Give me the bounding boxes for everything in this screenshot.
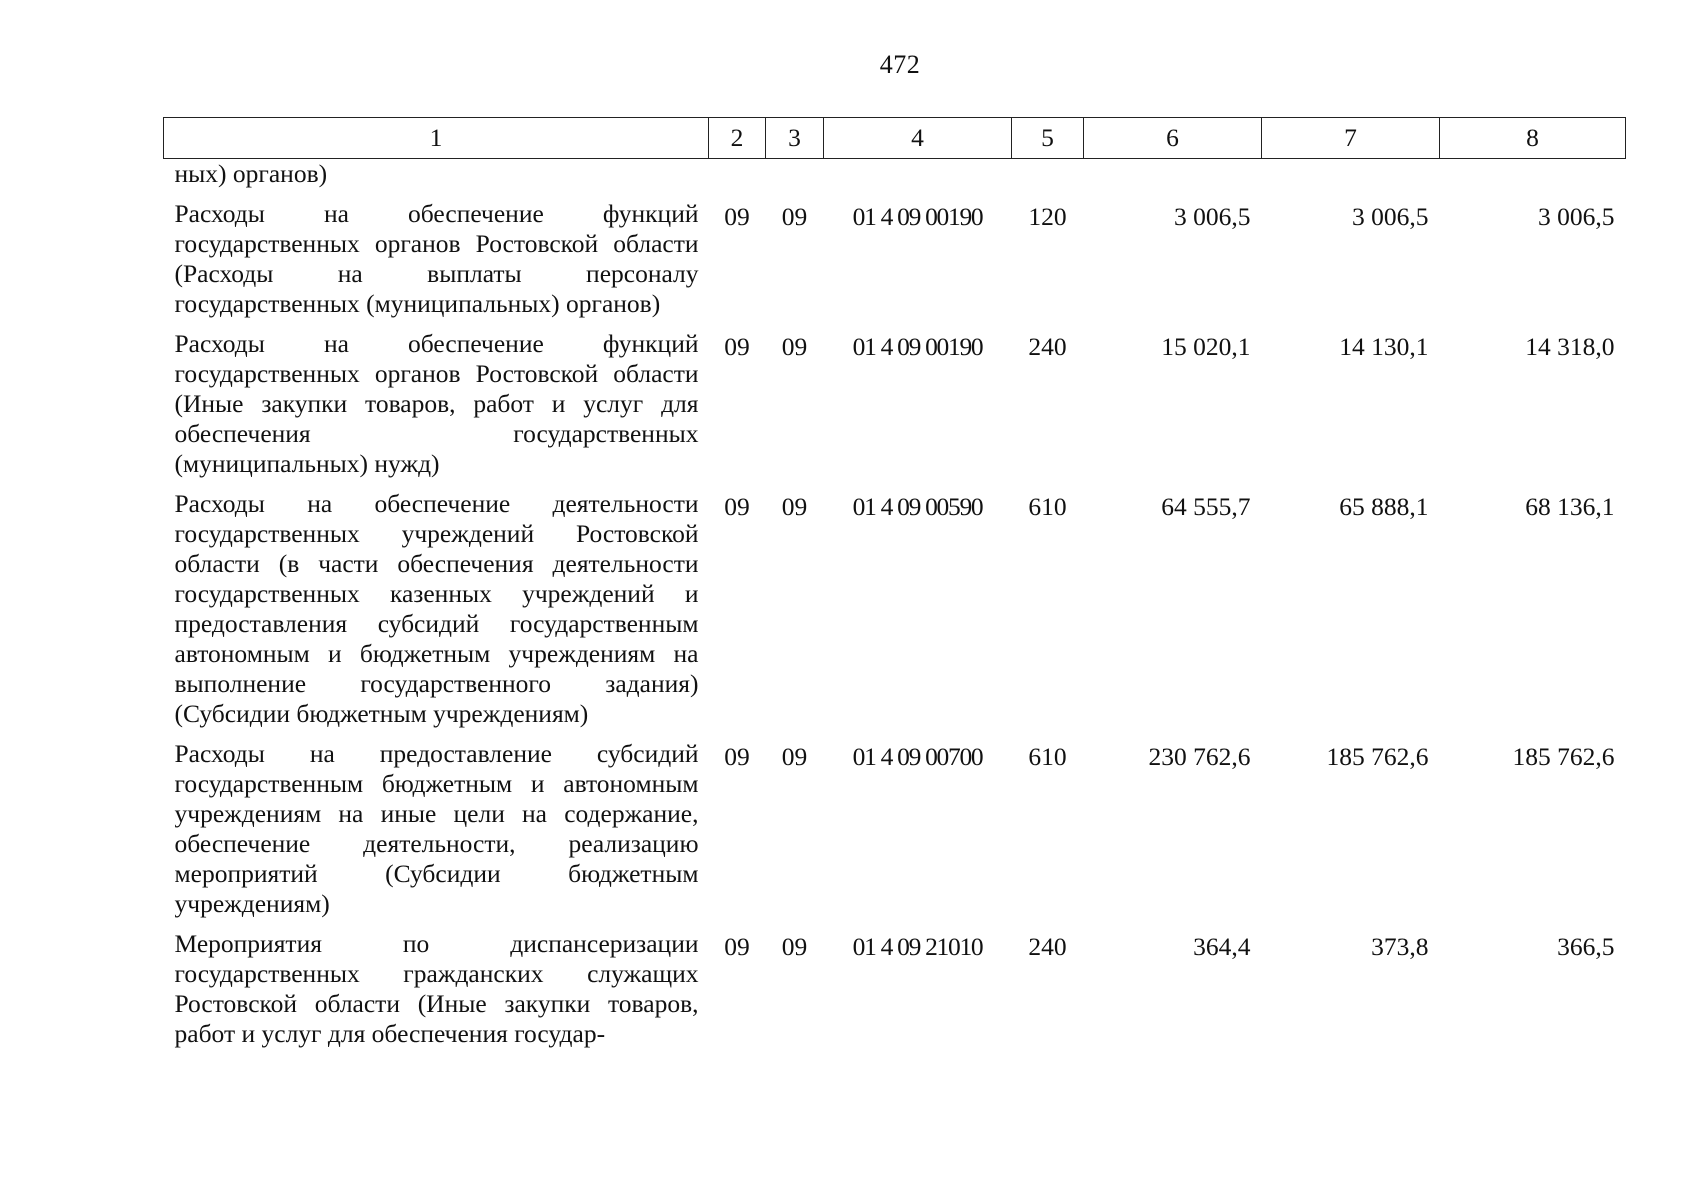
header-cell-4: 4 (824, 118, 1012, 159)
header-cell-2: 2 (709, 118, 766, 159)
row-target-code: 01 4 09 00590 (852, 492, 983, 521)
row-expense-type: 610 (1028, 742, 1067, 771)
row-section-code: 09 (724, 332, 750, 361)
row-target-code: 01 4 09 00700 (852, 742, 983, 771)
row-target-code: 01 4 09 00190 (852, 332, 983, 361)
header-cell-6: 6 (1084, 118, 1262, 159)
table-row (164, 924, 1626, 1049)
header-cell-1: 1 (164, 118, 709, 159)
row-expense-type (1012, 159, 1084, 195)
row-amount-col7: 14 130,1 (1339, 332, 1429, 361)
table-row (164, 159, 1626, 195)
row-amount-col7: 185 762,6 (1326, 742, 1429, 771)
budget-table (163, 117, 1626, 1049)
row-section-code: 09 (724, 492, 750, 521)
row-amount-col8: 366,5 (1557, 932, 1615, 961)
row-description: Расходы на предоставление субсидий государственным бюджетным и автономным учреждениям на иные цели на содержание, обеспечение деятельности, реализацию мероприятий (Субсидии бюджетным учреждениям) (174, 739, 699, 918)
row-subsection-code: 09 (781, 332, 808, 361)
table-row (164, 324, 1626, 484)
row-amount-col6: 364,4 (1193, 932, 1251, 961)
row-section-code: 09 (724, 932, 750, 961)
row-description: Расходы на обеспечение деятельности государственных учреждений Ростовской области (в части обеспечения деятельности государственных казенных учреждений и предоставления субсидий государственным автономным и бюджетным учреждениям на выполнение государственного задания) (Субсидии бюджетным учреждениям) (174, 489, 699, 728)
row-amount-col7: 3 006,5 (1352, 202, 1429, 231)
row-amount-col6: 3 006,5 (1174, 202, 1251, 231)
row-amount-col6 (1084, 159, 1262, 195)
row-description: ных) органов) (174, 159, 328, 188)
row-subsection-code: 09 (781, 202, 808, 231)
row-expense-type: 120 (1028, 202, 1067, 231)
row-subsection-code: 09 (781, 742, 808, 771)
row-section-code (709, 159, 766, 195)
page-number: 472 (879, 50, 921, 79)
row-amount-col6: 230 762,6 (1148, 742, 1251, 771)
row-description: Мероприятия по диспансеризации государственных гражданских служащих Ростовской области (Иные закупки товаров, работ и услуг для обеспечения государ- (174, 929, 699, 1048)
row-amount-col7: 373,8 (1371, 932, 1429, 961)
row-target-code: 01 4 09 00190 (852, 202, 983, 231)
row-description: Расходы на обеспечение функций государственных органов Ростовской области (Иные закупки товаров, работ и услуг для обеспечения государственных (муниципальных) нужд) (174, 329, 699, 478)
row-expense-type: 610 (1028, 492, 1067, 521)
row-amount-col8: 185 762,6 (1512, 742, 1615, 771)
row-expense-type: 240 (1028, 932, 1067, 961)
table-row (164, 484, 1626, 734)
row-amount-col8: 14 318,0 (1525, 332, 1615, 361)
row-amount-col7: 65 888,1 (1339, 492, 1429, 521)
header-row (164, 118, 1626, 159)
header-cell-8: 8 (1440, 118, 1626, 159)
table-row (164, 734, 1626, 924)
row-amount-col7 (1262, 159, 1440, 195)
table-row (164, 194, 1626, 324)
header-cell-3: 3 (766, 118, 824, 159)
row-subsection-code: 09 (781, 492, 808, 521)
row-amount-col8 (1440, 159, 1626, 195)
row-amount-col6: 15 020,1 (1161, 332, 1251, 361)
row-expense-type: 240 (1028, 332, 1067, 361)
header-cell-7: 7 (1262, 118, 1440, 159)
row-amount-col8: 3 006,5 (1538, 202, 1615, 231)
row-subsection-code (766, 159, 824, 195)
header-cell-5: 5 (1012, 118, 1084, 159)
row-subsection-code: 09 (781, 932, 808, 961)
row-amount-col6: 64 555,7 (1161, 492, 1251, 521)
row-amount-col8: 68 136,1 (1525, 492, 1615, 521)
row-description: Расходы на обеспечение функций государственных органов Ростовской области (Расходы на выплаты персоналу государственных (муниципальных) органов) (174, 199, 699, 318)
row-section-code: 09 (724, 202, 750, 231)
row-target-code (824, 159, 1012, 195)
row-section-code: 09 (724, 742, 750, 771)
row-target-code: 01 4 09 21010 (852, 932, 983, 961)
